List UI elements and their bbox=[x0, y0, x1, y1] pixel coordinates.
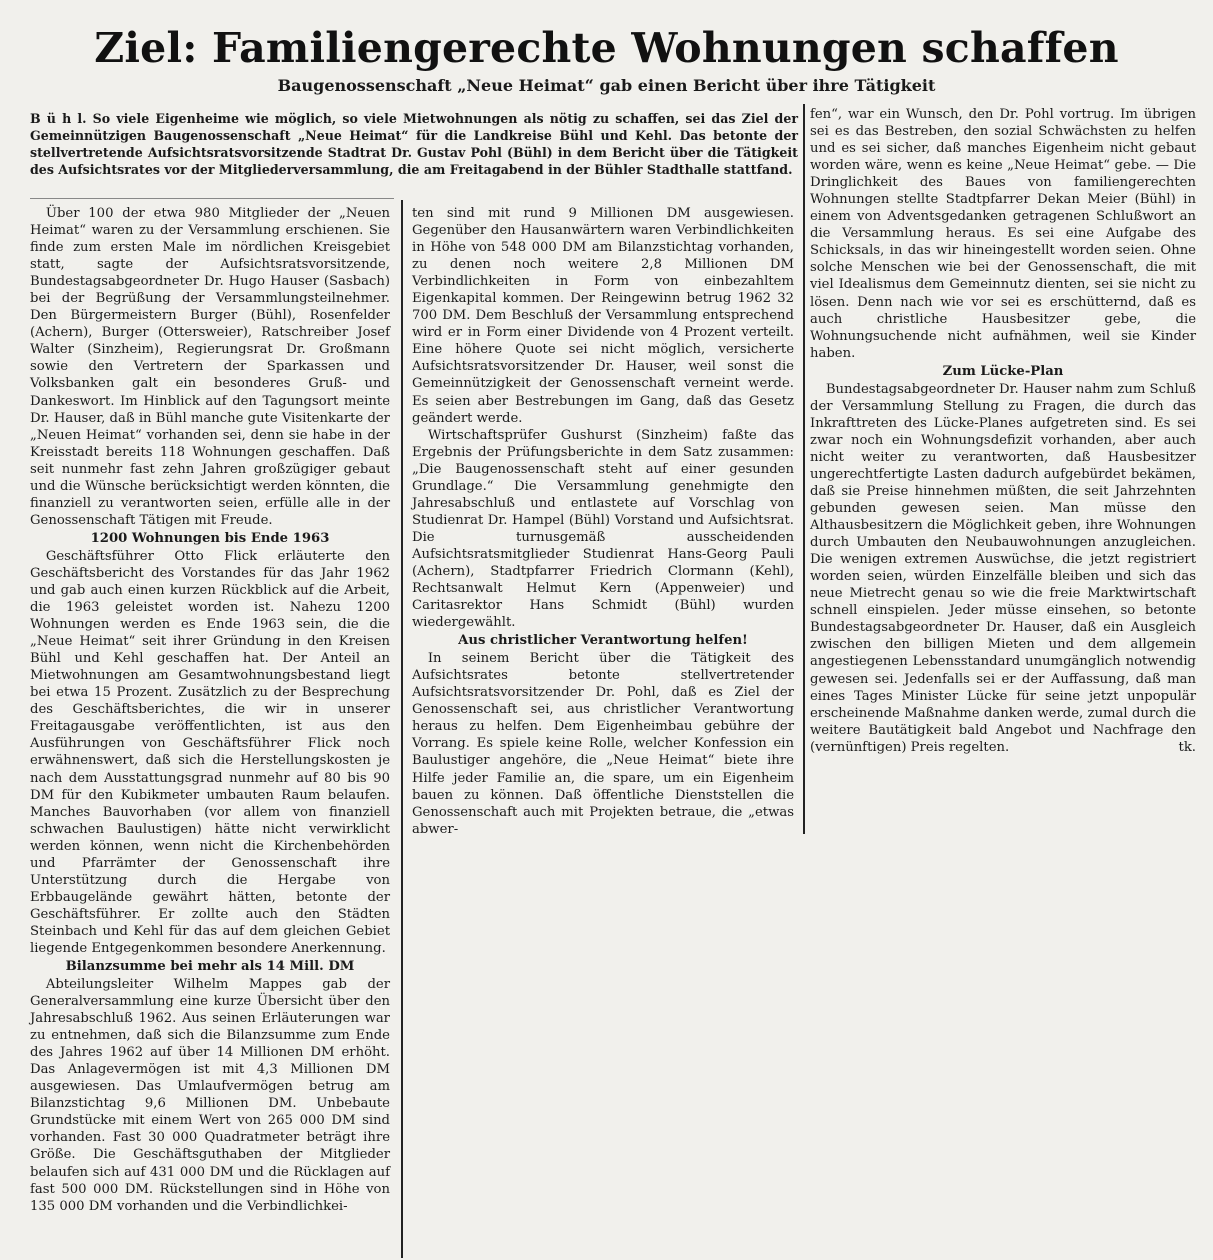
author-signature: tk. bbox=[1178, 739, 1196, 755]
col1-paragraph-3: Abteilungsleiter Wilhelm Mappes gab der Generalversammlung eine kurze Übersicht über den Jahresabschluß 1962. Aus seinen Erläuterungen war zu entnehmen, daß sich die Bilanzsumme zum Ende des Jahres 1962 auf über 14 Millionen DM erhöht. Das Anlagevermögen ist mit 4,3 Millionen DM ausgewiesen. Das Umlaufvermögen betrug am Bilanzstichtag 9,6 Millionen DM. Unbebaute Grundstücke mit einem Wert von 265 000 DM sind vorhanden. Fast 30 000 Quadratmeter beträgt ihre Größe. Die Geschäftsguthaben der Mitglieder belaufen sich auf 431 000 DM und die Rücklagen auf fast 500 000 DM. Rückstellungen sind in Höhe von 135 000 DM vorhanden und die Verbindlichkei- bbox=[30, 977, 390, 1214]
article-column-1 bbox=[30, 205, 390, 1215]
col1-paragraph-1: Über 100 der etwa 980 Mitglieder der „Neuen Heimat“ waren zu der Versammlung erschienen. Sie finde zum ersten Male im nördlichen Kreisgebiet statt, sagte der Aufsichtsratsvorsitzende, Bundestagsabgeordneter Dr. Hugo Hauser (Sasbach) bei der Begrüßung der Versammlungsteilnehmer. Den Bürgermeistern Burger (Bühl), Rosenfelder (Achern), Burger (Ottersweier), Ratschreiber Josef Walter (Sinzheim), Regierungsrat Dr. Großmann sowie den Vertretern der Sparkassen und Volksbanken galt ein besonderes Gruß- und Dankeswort. Im Hinblick auf den Tagungsort meinte Dr. Hauser, daß in Bühl manche gute Visitenkarte der „Neuen Heimat“ vorhanden sei, denn sie habe in der Kreisstadt bereits 118 Wohnungen geschaffen. Daß seit nunmehr fast zehn Jahren großzügiger gebaut und die Wünsche berücksichtigt werden könnten, die finanziell zu verantworten seien, erfülle alle in der Genossenschaft Tätigen mit Freude. bbox=[30, 206, 390, 528]
col2-paragraph-3: In seinem Bericht über die Tätigkeit des Aufsichtsrates betonte stellvertretender Aufsichtsratsvorsitzender Dr. Pohl, daß es Ziel der Genossenschaft sei, aus christlicher Verantwortung heraus zu helfen. Dem Eigenheimbau gebühre der Vorrang. Es spiele keine Rolle, welcher Konfession ein Baulustiger angehöre, die „Neue Heimat“ biete ihre Hilfe jeder Familie an, die spare, um ein Eigenheim bauen zu können. Daß öffentliche Dienststellen die Genossenschaft auch mit Projekten betraue, die „etwas abwer- bbox=[412, 651, 794, 837]
article-column-2 bbox=[412, 205, 794, 838]
col3-subheading-1: Zum Lücke-Plan bbox=[942, 363, 1064, 379]
col2-paragraph-2: Wirtschaftsprüfer Gushurst (Sinzheim) faßte das Ergebnis der Prüfungsberichte in dem Satz zusammen: „Die Baugenossenschaft steht auf einer gesunden Grundlage.“ Die Versammlung genehmigte den Jahresabschluß und entlastete auf Vorschlag von Studienrat Dr. Hampel (Bühl) Vorstand und Aufsichtsrat. Die turnusgemäß ausscheidenden Aufsichtsratsmitglieder Studienrat Hans-Georg Pauli (Achern), Stadtpfarrer Friedrich Clormann (Kehl), Rechtsanwalt Helmut Kern (Appenweier) und Caritasrektor Hans Schmidt (Bühl) wurden wiedergewählt. bbox=[412, 427, 794, 631]
lead-divider bbox=[30, 198, 394, 199]
col1-subheading-1: 1200 Wohnungen bis Ende 1963 bbox=[90, 530, 330, 546]
col2-paragraph-1: ten sind mit rund 9 Millionen DM ausgewiesen. Gegenüber den Hausanwärtern waren Verbindlichkeiten in Höhe von 548 000 DM am Bilanzstichtag vorhanden, zu denen noch weitere 2,8 Millionen DM Verbindlichkeiten in Form von einbezahltem Eigenkapital kommen. Der Reingewinn betrug 1962 32 700 DM. Dem Beschluß der Versammlung entsprechend wird er in Form einer Dividende von 4 Prozent verteilt. Eine höhere Quote sei nicht möglich, versicherte Aufsichtsratsvorsitzender Dr. Hauser, weil sonst die Gemeinnützigkeit der Genossenschaft verneint werde. Es seien aber Bestrebungen im Gang, daß das Gesetz geändert werde. bbox=[412, 206, 794, 426]
col3-paragraph-1: fen“, war ein Wunsch, den Dr. Pohl vortrug. Im übrigen sei es das Bestreben, den sozial Schwächsten zu helfen und es sei sicher, daß manches Eigenheim nicht gebaut worden wäre, wenn es keine „Neue Heimat“ gebe. — Die Dringlichkeit des Baues von familiengerechten Wohnungen stellte Stadtpfarrer Dekan Meier (Bühl) in einem von Adventsgedanken getragenen Schlußwort an die Versammlung heraus. Es sei eine Aufgabe des Schicksals, in das wir hineingestellt worden seien. Ohne solche Menschen wie bei der Genossenschaft, die mit viel Idealismus dem Gemeinnutz dienten, sei sie nicht zu lösen. Denn nach wie vor sei es erschütternd, daß es auch christliche Hausbesitzer gebe, die Wohnungsuchende nicht aufnähmen, weil sie Kinder haben. bbox=[810, 107, 1196, 361]
article-column-3 bbox=[810, 106, 1196, 756]
col1-subheading-2: Bilanzsumme bei mehr als 14 Mill. DM bbox=[65, 959, 355, 975]
lead-paragraph: B ü h l. So viele Eigenheime wie möglich, so viele Mietwohnungen als nötig zu schaffen, sei das Ziel der Gemeinnützigen Baugenossenschaft „Neue Heimat“ für die Landkreise Bühl und Kehl. Das betonte der stellvertretende Aufsichtsratsvorsitzende Stadtrat Dr. Gustav Pohl (Bühl) in dem Bericht über die Tätigkeit des Aufsichtsrates vor der Mitgliederversammlung, die am Freitagabend in der Bühler Stadthalle stattfand. bbox=[30, 111, 798, 177]
col2-subheading-1: Aus christlicher Verantwortung helfen! bbox=[458, 633, 748, 649]
column-rule-right bbox=[803, 104, 805, 834]
subheadline: Baugenossenschaft „Neue Heimat“ gab einen Bericht über ihre Tätigkeit bbox=[277, 76, 936, 95]
headline: Ziel: Familiengerechte Wohnungen schaffen bbox=[94, 24, 1119, 72]
col3-paragraph-2: Bundestagsabgeordneter Dr. Hauser nahm zum Schluß der Versammlung Stellung zu Fragen, die durch das Inkrafttreten des Lücke-Planes aufgetreten sind. Es sei zwar noch ein Wohnungsdefizit vorhanden, aber auch nicht weiter zu verantworten, daß Hausbesitzer ungerechtfertigte Lasten dadurch aufgebürdet bekämen, daß sie Preise hinnehmen müßten, die seit Jahrzehnten gebunden gewesen seien. Man müsse den Althausbesitzern die Möglichkeit geben, ihre Wohnungen durch Umbauten den Neubauwohnungen anzugleichen. Die wenigen extremen Auswüchse, die jetzt registriert worden seien, würden Einzelfälle bleiben und sich das neue Mietrecht genau so wie die freie Marktwirtschaft schnell einspielen. Jeder müsse einsehen, so betonte Bundestagsabgeordneter Dr. Hauser, daß ein Ausgleich zwischen den billigen Mieten und dem allgemein angestiegenen Lebensstandard unumgänglich notwendig gewesen sei. Jedenfalls sei er der Auffassung, daß man eines Tages Minister Lücke für seine jetzt unpopulär erscheinende Maßnahme danken werde, zumal durch die weitere Bautätigkeit bald Angebot und Nachfrage den (vernünftigen) Preis regelten. bbox=[810, 381, 1196, 755]
col1-paragraph-2: Geschäftsführer Otto Flick erläuterte den Geschäftsbericht des Vorstandes für das Jahr 1962 und gab auch einen kurzen Rückblick auf die Arbeit, die 1963 geleistet worden ist. Nahezu 1200 Wohnungen werden es Ende 1963 sein, die die „Neue Heimat“ seit ihrer Gründung in den Kreisen Bühl und Kehl geschaffen hat. Der Anteil an Mietwohnungen am Gesamtwohnungsbestand liegt bei etwa 15 Prozent. Zusätzlich zu der Besprechung des Geschäftsberichtes, die wir in unserer Freitagausgabe veröffentlichten, ist aus den Ausführungen von Geschäftsführer Flick noch erwähnenswert, daß sich die Herstellungskosten je nach dem Ausstattungsgrad nunmehr auf 80 bis 90 DM für den Kubikmeter umbauten Raum belaufen. Manches Bauvorhaben (vor allem von finanziell schwachen Baulustigen) hätte nicht verwirklicht werden können, wenn nicht die Kirchenbehörden und Pfarrämter der Genossenschaft ihre Unterstützung durch die Hergabe von Erbbaugelände gewährt hätten, betonte der Geschäftsführer. Er zollte auch den Städten Steinbach und Kehl für das auf dem gleichen Gebiet liegende Entgegenkommen besondere Anerkennung. bbox=[30, 548, 390, 956]
column-rule-left bbox=[401, 200, 403, 1258]
